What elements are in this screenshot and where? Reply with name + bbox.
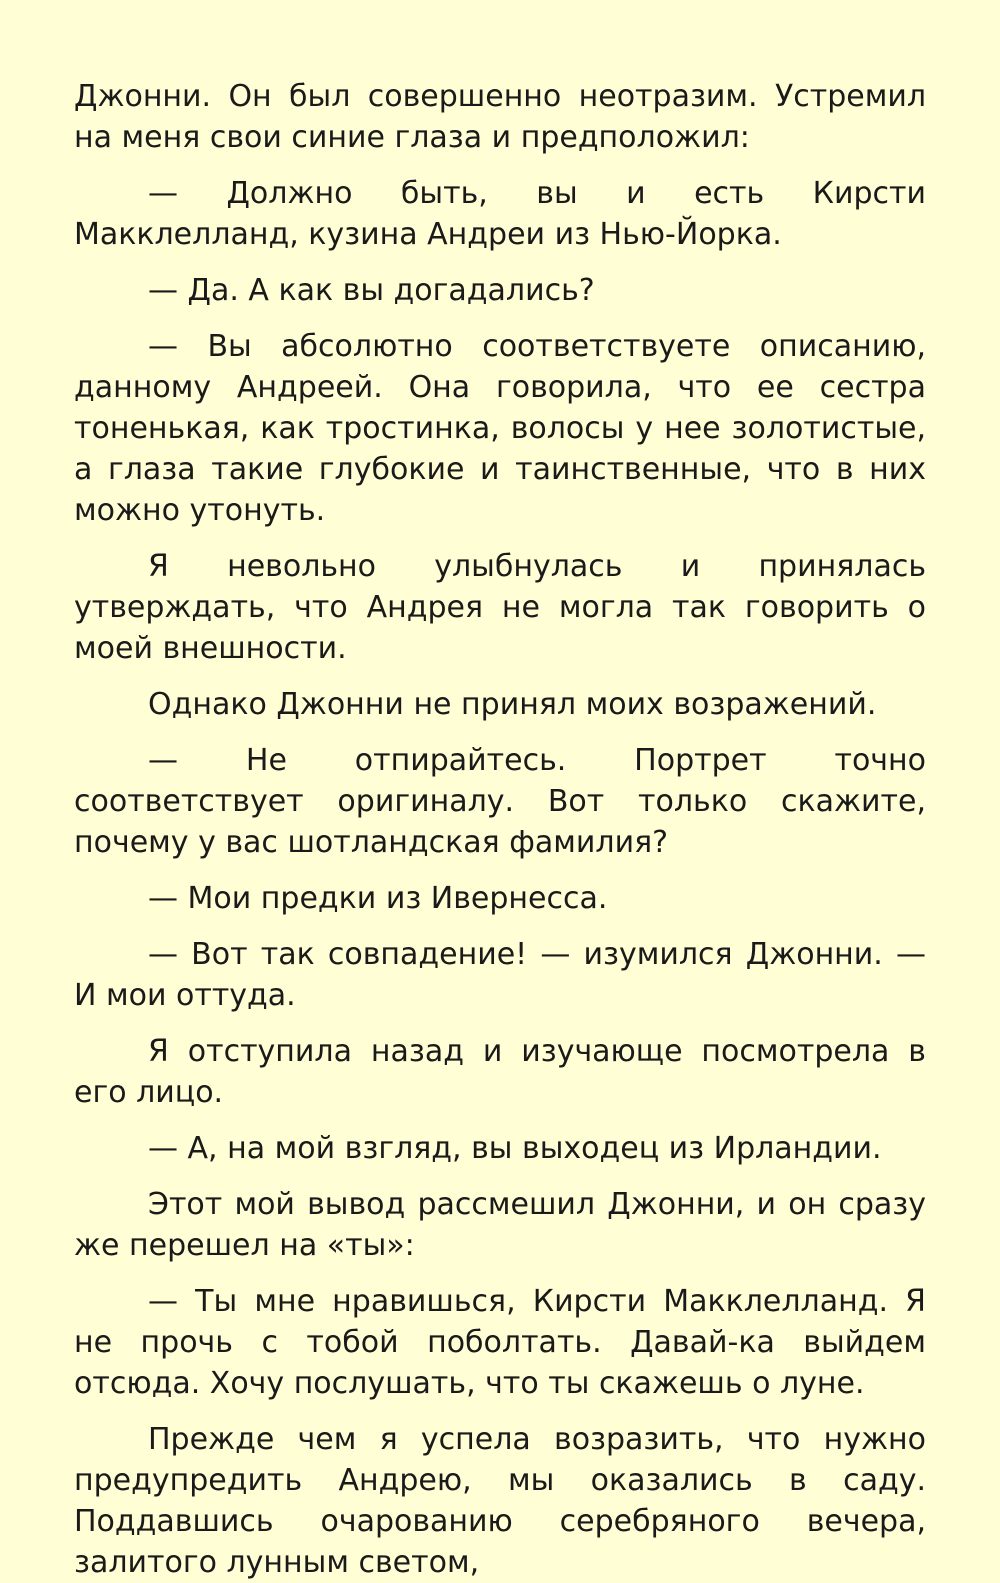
paragraph: Джонни. Он был совершенно неотразим. Устремил на меня свои синие глаза и предположил: (74, 79, 926, 155)
paragraph: — Вы абсолютно соответствуете описанию, данному Андреей. Она говорила, что ее сестра тоненькая, как тростинка, волосы у нее золотистые, а глаза такие глубокие и таинственные, что в них можно утонуть. (74, 329, 926, 528)
paragraph: — А, на мой взгляд, вы выходец из Ирландии. (148, 1131, 882, 1166)
paragraph: Я отступила назад и изучающе посмотрела в его лицо. (74, 1034, 926, 1110)
paragraph: — Не отпирайтесь. Портрет точно соответствует оригиналу. Вот только скажите, почему у вас шотландская фамилия? (74, 743, 926, 860)
paragraph: Этот мой вывод рассмешил Джонни, и он сразу же перешел на «ты»: (74, 1187, 926, 1263)
paragraph: Я невольно улыбнулась и принялась утверждать, что Андрея не могла так говорить о моей внешности. (74, 549, 926, 666)
paragraph: Прежде чем я успела возразить, что нужно предупредить Андрею, мы оказались в саду. Поддавшись очарованию серебряного вечера, залитого лунным светом, (74, 1422, 926, 1580)
paragraph: — Ты мне нравишься, Кирсти Макклелланд. Я не прочь с тобой поболтать. Давай-ка выйдем отсюда. Хочу послушать, что ты скажешь о луне. (74, 1284, 926, 1401)
paragraph: — Вот так совпадение! — изумился Джонни. — И мои оттуда. (74, 937, 926, 1013)
paragraph: — Да. А как вы догадались? (148, 273, 595, 308)
paragraph: — Должно быть, вы и есть Кирсти Макклелланд, кузина Андреи из Нью-Йорка. (74, 176, 926, 252)
paragraph: — Мои предки из Ивернесса. (148, 881, 608, 916)
paragraph: Однако Джонни не принял моих возражений. (148, 687, 877, 722)
